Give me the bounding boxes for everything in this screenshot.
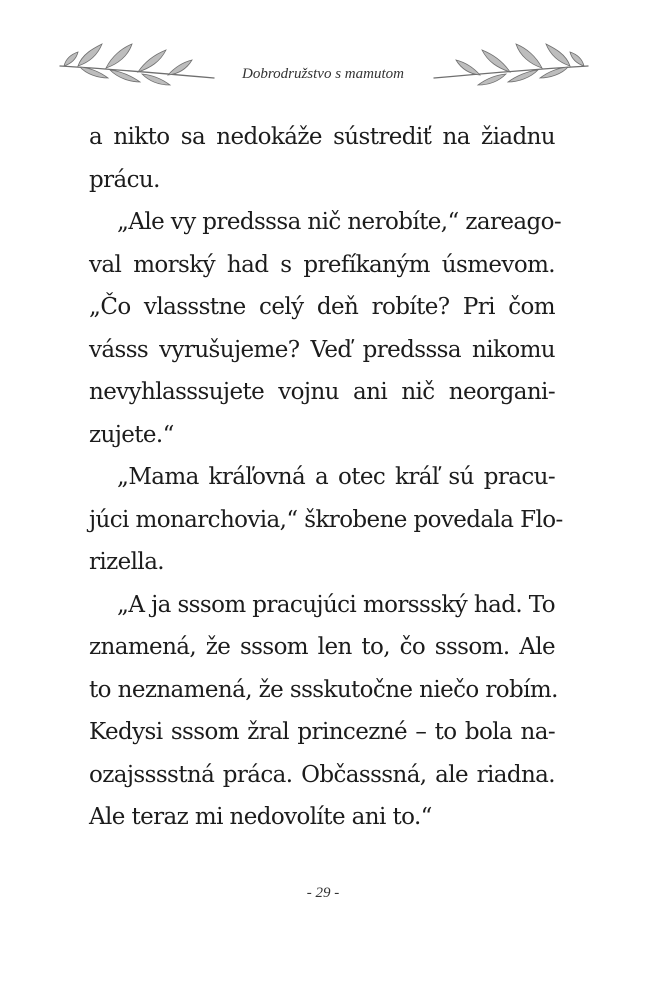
text-line: „Čo vlassstne celý deň robíte? Pri čom [89, 294, 555, 320]
leaf-branch-icon [432, 28, 592, 88]
text-line: „Ale vy predsssa nič nerobíte,“ zareago- [117, 209, 562, 235]
paragraph [89, 201, 562, 456]
body-text [89, 116, 563, 839]
text-line: to neznamená, že ssskutočne niečo robím. [89, 676, 558, 703]
running-title: Dobrodružstvo s mamutom [242, 66, 404, 82]
text-line: prácu. [89, 166, 160, 193]
text-line: „A ja sssom pracujúci morssský had. To [117, 591, 555, 618]
paragraph [89, 584, 558, 839]
text-line: a nikto sa nedokáže sústrediť na žiadnu [89, 124, 555, 150]
text-line: ozajsssstná práca. Občasssná, ale riadna. [89, 761, 555, 788]
text-line: zujete.“ [89, 421, 174, 448]
text-line: val morský had s prefíkaným úsmevom. [89, 251, 555, 278]
text-line: nevyhlasssujete vojnu ani nič neorgani- [89, 379, 555, 405]
text-line: „Mama kráľovná a otec kráľ sú pracu- [117, 464, 555, 490]
text-line: Ale teraz mi nedovolíte ani to.“ [89, 804, 432, 830]
text-line: rizella. [89, 549, 165, 575]
paragraph [89, 456, 563, 584]
page-header [0, 28, 646, 98]
text-line: znamená, že sssom len to, čo sssom. Ale [89, 634, 555, 660]
text-line: vásss vyrušujeme? Veď predsssa nikomu [89, 336, 555, 363]
paragraph [89, 116, 555, 201]
text-line: júci monarchovia,“ škrobene povedala Flo- [89, 506, 563, 533]
page-number: - 29 - [306, 885, 340, 901]
text-line: Kedysi sssom žral princezné – to bola na- [89, 719, 555, 745]
